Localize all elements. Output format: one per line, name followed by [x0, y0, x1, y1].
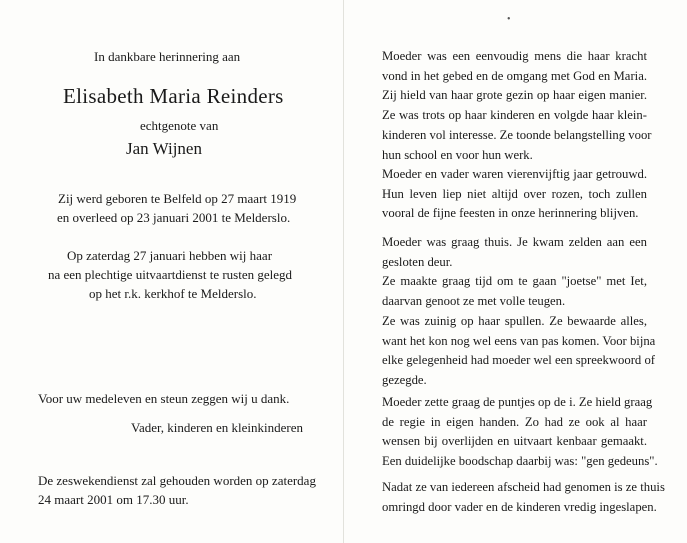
text-line: omringd door vader en de kinderen vredig ingeslapen.: [382, 499, 657, 514]
text-line: Moeder was graag thuis. Je kwam zelden aan een: [382, 235, 647, 249]
text-line: Een duidelijke boodschap daarbij was: "gen gedeuns".: [382, 454, 658, 469]
text-line: Ze maakte graag tijd om te gaan "joetse" met Iet,: [382, 274, 647, 289]
text-line: Moeder en vader waren vierenvijftig jaar getrouwd.: [382, 167, 647, 181]
text-line: elke gelegenheid had moeder wel een spreekwoord of: [382, 353, 656, 368]
text-line: gesloten deur.: [382, 254, 453, 269]
deceased-name: Elisabeth Maria Reinders: [63, 84, 284, 108]
funeral-line-2: na een plechtige uitvaartdienst te rusten gelegd: [48, 267, 293, 282]
text-line: de regie in eigen handen. Zo had ze ook al haar: [382, 414, 647, 429]
family-signature: Vader, kinderen en kleinkinderen: [131, 420, 304, 435]
intro-text: In dankbare herinnering aan: [94, 49, 241, 64]
text-line: vond in het gebed en de omgang met God en Maria.: [382, 68, 647, 83]
spouse-label: echtgenote van: [140, 118, 219, 133]
paragraph-wishes: [382, 393, 658, 472]
paragraph-character: [382, 47, 652, 165]
text-line: wensen bij overlijden en uitvaart kenbaar gemaakt.: [382, 434, 647, 449]
text-line: Nadat ze van iedereen afscheid had genomen is ze thuis: [382, 480, 665, 494]
paragraph-marriage: [382, 165, 647, 224]
text-line: daarvan genoot ze met volle teugen.: [382, 294, 566, 309]
funeral-line-3: op het r.k. kerkhof te Melderslo.: [89, 286, 257, 301]
spouse-name: Jan Wijnen: [126, 139, 202, 158]
death-line: en overleed op 23 januari 2001 te Melderslo.: [57, 210, 291, 225]
left-panel: [0, 0, 343, 543]
birth-line: Zij werd geboren te Belfeld op 27 maart 1919: [58, 191, 297, 206]
text-line: Hun leven liep niet altijd over rozen, toch zullen: [382, 186, 647, 201]
paragraph-farewell: [382, 478, 665, 517]
text-line: hun school en voor hun werk.: [382, 147, 533, 162]
text-line: gezegde.: [382, 372, 427, 387]
text-line: Moeder zette graag de puntjes op de i. Ze hield graag: [382, 395, 653, 409]
text-line: vooral de fijne feesten in onze herinnering blijven.: [382, 206, 639, 221]
paragraph-home: [382, 233, 656, 391]
text-line: Moeder was een eenvoudig mens die haar kracht: [382, 49, 647, 63]
text-line: Ze was trots op haar kinderen en volgde haar klein-: [382, 108, 647, 123]
memorial-service-line-2: 24 maart 2001 om 17.30 uur.: [38, 492, 189, 507]
text-line: Ze was zuinig op haar spullen. Ze bewaarde alles,: [382, 313, 647, 328]
thanks-text: Voor uw medeleven en steun zeggen wij u dank.: [38, 391, 290, 406]
funeral-line-1: Op zaterdag 27 januari hebben wij haar: [67, 248, 273, 263]
text-line: want het kon nog wel eens van pas komen. Voor bijna: [382, 333, 656, 348]
text-line: Zij hield van haar grote gezin op haar eigen manier.: [382, 88, 647, 103]
right-panel: [344, 0, 687, 543]
ornament-dot: •: [507, 14, 511, 25]
memorial-service-line-1: De zeswekendienst zal gehouden worden op zaterdag: [38, 473, 316, 488]
text-line: kinderen vol interesse. Ze toonde belangstelling voor: [382, 127, 652, 142]
